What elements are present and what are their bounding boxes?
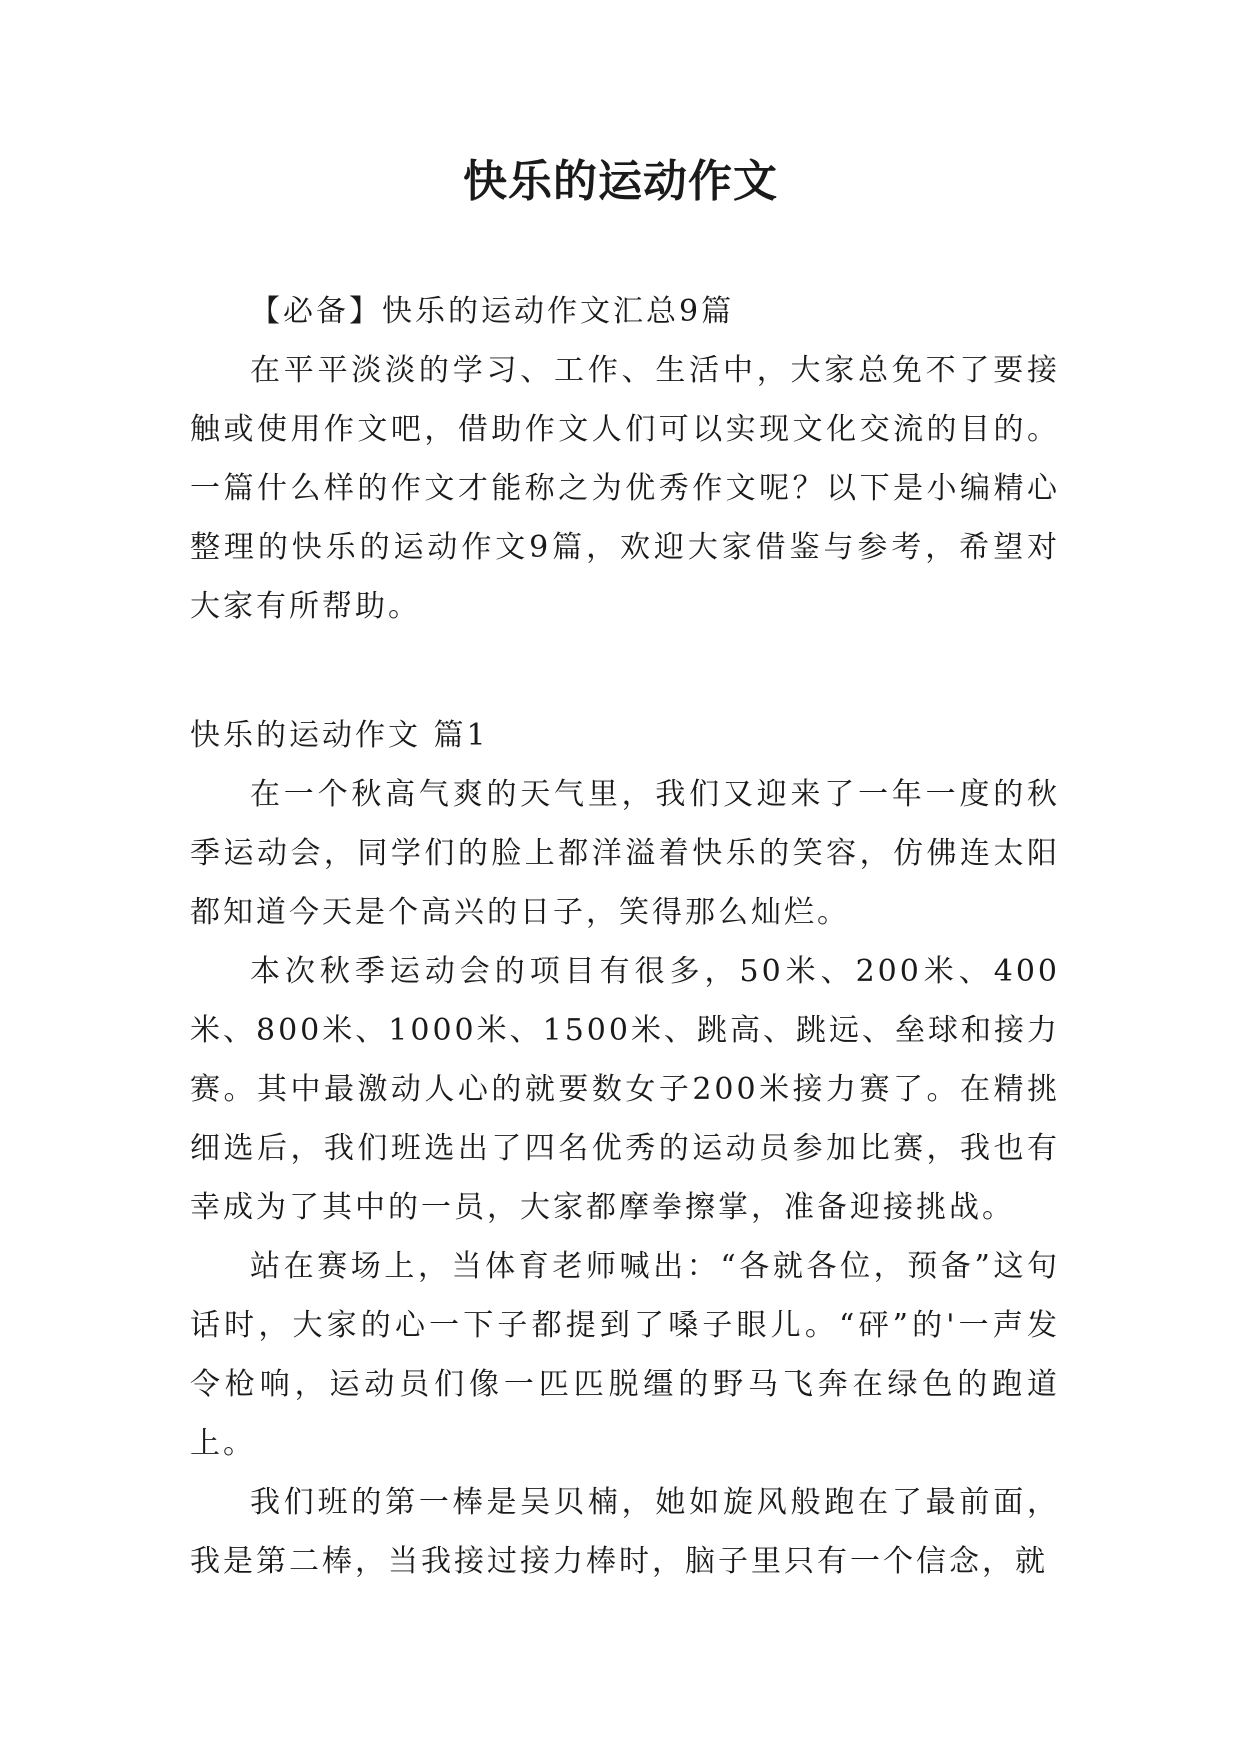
document-subtitle: 【必备】快乐的运动作文汇总9篇 [250,294,735,329]
section-heading: 快乐的运动作文 篇1 [190,718,489,753]
body-paragraph-3: 站在赛场上，当体育老师喊出：“各就各位，预备”这句话时，大家的心一下子都提到了嗓子眼儿。“砰”的'一声发令枪响，运动员们像一匹匹脱缰的野马飞奔在绿色的跑道上。 [190,1249,1060,1461]
body-paragraph-1: 在一个秋高气爽的天气里，我们又迎来了一年一度的秋季运动会，同学们的脸上都洋溢着快乐的笑容，仿佛连太阳都知道今天是个高兴的日子，笑得那么灿烂。 [190,777,1060,930]
body-paragraph-4: 我们班的第一棒是吴贝楠，她如旋风般跑在了最前面，我是第二棒，当我接过接力棒时，脑子里只有一个信念，就 [190,1485,1060,1579]
document-body [190,282,1060,1591]
document-title: 快乐的运动作文 [463,156,778,207]
body-paragraph-2: 本次秋季运动会的项目有很多，50米、200米、400米、800米、1000米、1500米、跳高、跳远、垒球和接力赛。其中最激动人心的就要数女子200米接力赛了。在精挑细选后，我们班选出了四名优秀的运动员参加比赛，我也有幸成为了其中的一员，大家都摩拳擦掌，准备迎接挑战。 [190,954,1060,1225]
intro-paragraph: 在平平淡淡的学习、工作、生活中，大家总免不了要接触或使用作文吧，借助作文人们可以实现文化交流的目的。一篇什么样的作文才能称之为优秀作文呢？以下是小编精心整理的快乐的运动作文9篇，欢迎大家借鉴与参考，希望对大家有所帮助。 [190,353,1060,624]
